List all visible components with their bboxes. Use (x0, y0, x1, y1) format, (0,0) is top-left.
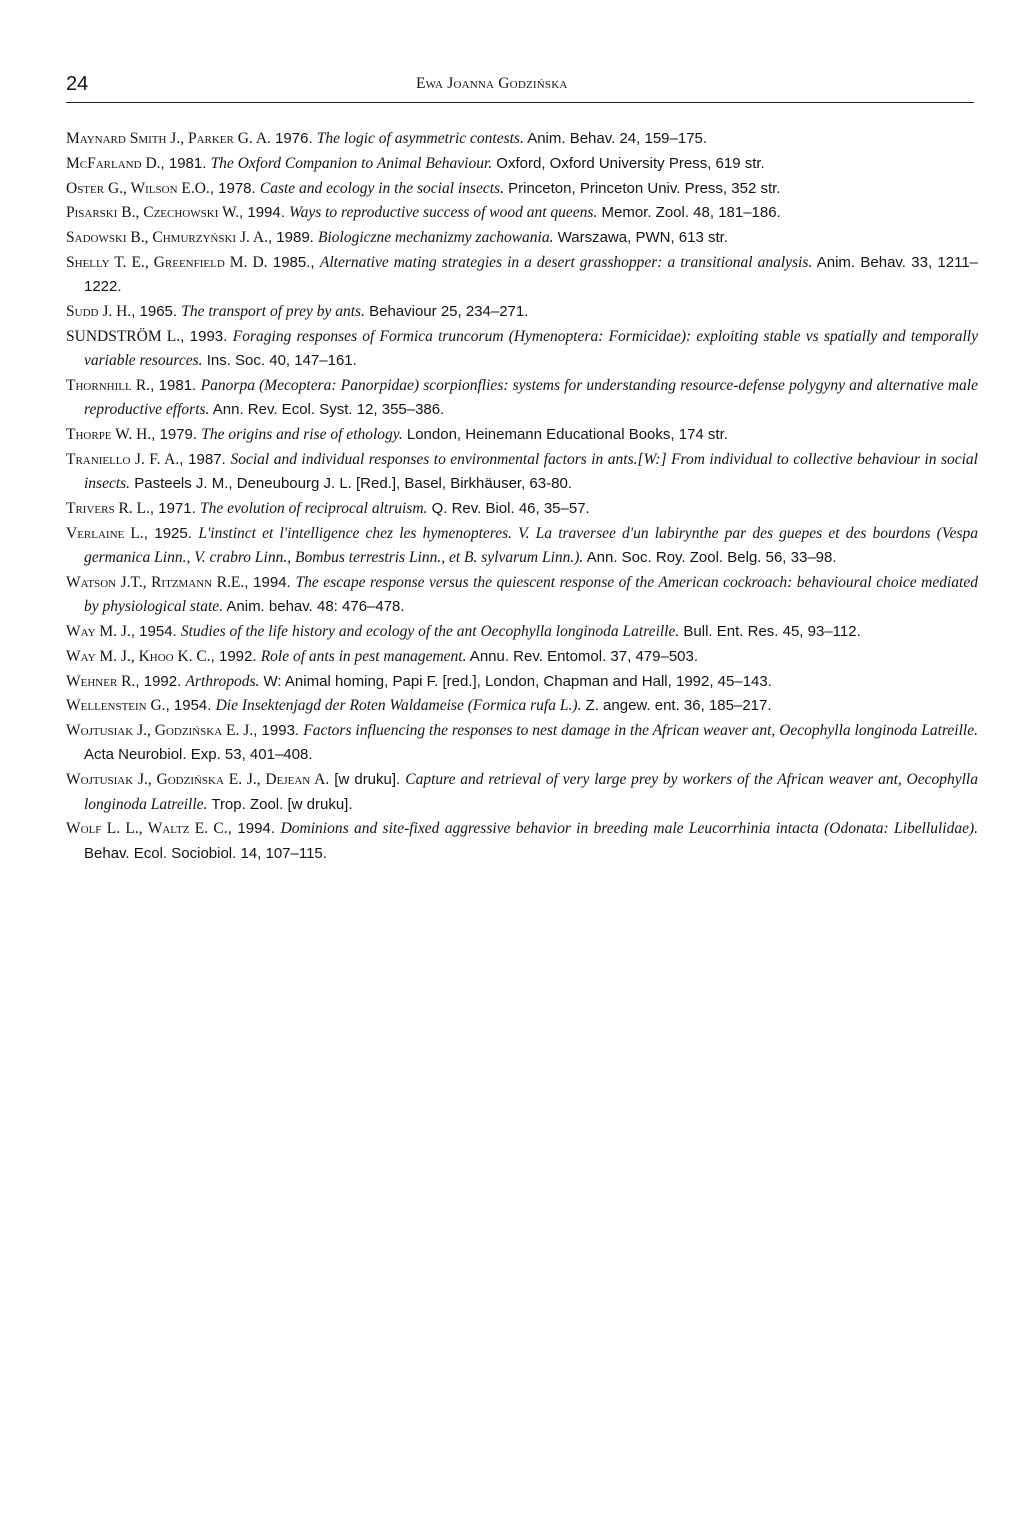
reference-title: Die Insektenjagd der Roten Waldameise (Formica rufa L.). (215, 697, 582, 715)
reference-source: Ann. Rev. Ecol. Syst. 12, 355–386. (209, 401, 445, 419)
reference-entry (66, 645, 978, 669)
reference-title: The Oxford Companion to Animal Behaviour. (210, 154, 493, 172)
reference-year: , 1925. (143, 524, 199, 542)
reference-year: , 1965. (131, 303, 182, 321)
reference-authors: Sudd J. H. (66, 303, 132, 321)
reference-entry (66, 522, 978, 571)
reference-year: [w druku]. (329, 771, 406, 789)
reference-authors: Way M. J. (66, 622, 131, 640)
reference-entry (66, 325, 978, 374)
reference-source: Q. Rev. Biol. 46, 35–57. (427, 499, 590, 517)
running-head: Ewa Joanna Godzińska (416, 75, 568, 92)
reference-year: , 1981. (160, 154, 211, 172)
reference-title: Foraging responses of Formica truncorum (Hymenoptera: Formicidae): exploiting stable vs spatially and temporally variable resources. (84, 327, 978, 370)
reference-entry (66, 201, 978, 225)
reference-year: , 1987. (179, 450, 231, 468)
reference-source: Princeton, Princeton Univ. Press, 352 str. (503, 179, 781, 197)
reference-authors: SUNDSTRÖM L. (66, 327, 181, 345)
reference-entry (66, 497, 978, 521)
reference-source: Ins. Soc. 40, 147–161. (202, 352, 357, 370)
reference-entry (66, 423, 978, 447)
reference-title: Social and individual responses to environmental factors in ants.[W:] From individual to collective behaviour in social insects. (84, 450, 978, 493)
reference-year: , 1981. (150, 376, 201, 394)
reference-year: , 1992. (210, 647, 261, 665)
reference-title: Ways to reproductive success of wood ant queens. (289, 204, 598, 222)
reference-authors: Oster G., Wilson E.O. (66, 179, 210, 197)
reference-source: Ann. Soc. Roy. Zool. Belg. 56, 33–98. (583, 549, 837, 567)
reference-year: , 1978. (209, 179, 260, 197)
reference-authors: Thorpe W. H. (66, 426, 152, 444)
reference-authors: Verlaine L. (66, 524, 144, 542)
reference-authors: Watson J.T., Ritzmann R.E. (66, 573, 245, 591)
reference-entry (66, 300, 978, 324)
reference-title: Alternative mating strategies in a desert grasshopper: a transitional analysis. (319, 253, 813, 271)
reference-source: Annu. Rev. Entomol. 37, 479–503. (466, 647, 699, 665)
page-header (66, 72, 974, 103)
reference-year: , 1993. (180, 327, 233, 345)
reference-authors: Traniello J. F. A. (66, 450, 180, 468)
reference-entry (66, 177, 978, 201)
reference-source: London, Heinemann Educational Books, 174 str. (402, 426, 728, 444)
reference-title: The escape response versus the quiescent response of the American cockroach: behavioural choice mediated by physiological state. (84, 573, 978, 616)
reference-entry (66, 127, 978, 151)
reference-entry (66, 768, 978, 817)
reference-entry (66, 226, 978, 250)
reference-authors: Thornhill R. (66, 376, 151, 394)
reference-year: 1976. (270, 130, 317, 147)
reference-source: Behaviour 25, 234–271. (364, 303, 529, 321)
reference-list (66, 127, 978, 866)
reference-authors: Wolf L. L., Waltz E. C. (66, 820, 228, 838)
reference-title: Role of ants in pest management. (260, 647, 467, 665)
reference-title: Dominions and site-fixed aggressive behavior in breeding male Leucorrhinia intacta (Odonata: Libellulidae). (280, 820, 978, 838)
reference-year: , 1979. (151, 426, 202, 444)
reference-title: The origins and rise of ethology. (201, 426, 403, 444)
reference-entry (66, 620, 978, 644)
reference-title: The transport of prey by ants. (181, 303, 365, 321)
reference-authors: Pisarski B., Czechowski W. (66, 204, 240, 222)
reference-year: , 1954. (130, 622, 181, 640)
reference-title: Panorpa (Mecoptera: Panorpidae) scorpionflies: systems for understanding resource-defense polygyny and alternative male reproductive efforts. (84, 376, 978, 419)
page-number: 24 (66, 73, 89, 95)
reference-year: , 1971. (149, 499, 200, 517)
reference-title: Studies of the life history and ecology of the ant Oecophylla longinoda Latreille. (180, 622, 680, 640)
reference-entry (66, 448, 978, 497)
reference-source: W: Animal homing, Papi F. [red.], London, Chapman and Hall, 1992, 45–143. (259, 672, 772, 690)
reference-source: Behav. Ecol. Sociobiol. 14, 107–115. (84, 844, 327, 862)
reference-year: , 1989. (267, 229, 318, 247)
reference-source: Memor. Zool. 48, 181–186. (597, 204, 781, 222)
reference-authors: Wojtusiak J., Godzińska E. J. (66, 722, 254, 740)
reference-source: Oxford, Oxford University Press, 619 str. (492, 154, 765, 172)
reference-source: Warszawa, PWN, 613 str. (553, 229, 728, 247)
reference-entry (66, 374, 978, 423)
reference-title: L'instinct et l'intelligence chez les hymenopteres. V. La traversee d'un labirynthe par des guepes et des bourdons (Vespa germanica Linn., V. crabro Linn., Bombus terrestris Linn., et B. sylvarum Linn.). (84, 524, 978, 567)
reference-title: The logic of asymmetric contests. (316, 130, 524, 147)
reference-title: Factors influencing the responses to nest damage in the African weaver ant, Oecophylla longinoda Latreille. (303, 722, 978, 740)
reference-entry (66, 152, 978, 176)
reference-title: Biologiczne mechanizmy zachowania. (318, 229, 554, 247)
reference-authors: Sadowski B., Chmurzyński J. A. (66, 229, 268, 247)
reference-year: , 1994. (227, 820, 281, 838)
reference-authors: Way M. J., Khoo K. C. (66, 647, 211, 665)
reference-year: 1985., (267, 253, 320, 271)
reference-title: Capture and retrieval of very large prey by workers of the African weaver ant, Oecophylla longinoda Latreille. (84, 771, 978, 813)
reference-source: Bull. Ent. Res. 45, 93–112. (679, 622, 861, 640)
reference-authors: Shelly T. E., Greenfield M. D. (66, 253, 268, 271)
reference-source: Anim. Behav. 33, 1211–1222. (84, 253, 979, 296)
reference-authors: Maynard Smith J., Parker G. A. (66, 130, 271, 147)
reference-source: Z. angew. ent. 36, 185–217. (581, 697, 772, 715)
reference-source: Acta Neurobiol. Exp. 53, 401–408. (84, 746, 313, 764)
reference-entry (66, 719, 978, 768)
reference-year: , 1993. (253, 722, 304, 740)
reference-authors: Trivers R. L. (66, 499, 150, 517)
reference-year: , 1954. (165, 697, 216, 715)
reference-entry (66, 251, 978, 300)
reference-entry (66, 670, 978, 694)
reference-authors: Wehner R. (66, 672, 136, 690)
reference-source: Trop. Zool. [w druku]. (207, 795, 353, 813)
reference-authors: McFarland D. (66, 154, 161, 172)
reference-source: Anim. Behav. 24, 159–175. (523, 130, 708, 147)
reference-entry (66, 817, 978, 866)
reference-entry (66, 694, 978, 718)
reference-source: Pasteels J. M., Deneubourg J. L. [Red.], Basel, Birkhäuser, 63-80. (130, 475, 572, 493)
reference-title: Caste and ecology in the social insects. (259, 179, 504, 197)
reference-entry (66, 571, 978, 620)
reference-year: , 1994. (239, 204, 290, 222)
reference-source: Anim. behav. 48: 476–478. (223, 598, 405, 616)
reference-title: Arthropods. (185, 672, 260, 690)
reference-title: The evolution of reciprocal altruism. (199, 499, 428, 517)
reference-authors: Wojtusiak J., Godzińska E. J., Dejean A. (66, 771, 330, 789)
reference-authors: Wellenstein G. (66, 697, 166, 715)
reference-year: , 1992. (135, 672, 186, 690)
reference-year: , 1994. (244, 573, 296, 591)
